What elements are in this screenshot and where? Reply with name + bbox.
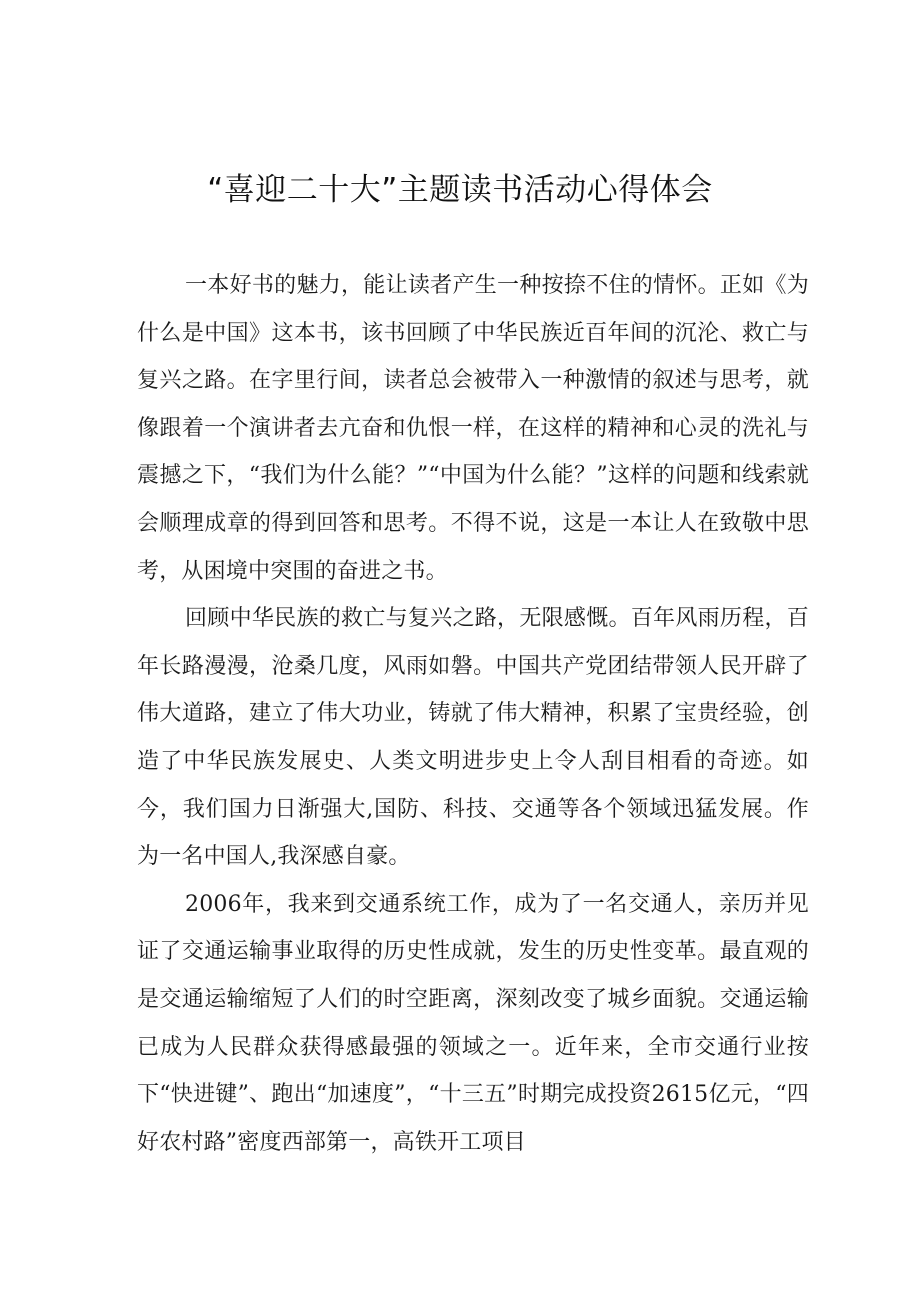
paragraph-3: 2006年，我来到交通系统工作，成为了一名交通人，亲历并见证了交通运输事业取得的历史性成就，发生的历史性变革。最直观的是交通运输缩短了人们的时空距离，深刻改变了城乡面貌。交通运输已成为人民群众获得感最强的领域之一。近年来，全市交通行业按下“快进键”、跑出“加速度”，“十三五”时期完成投资2615亿元，“四好农村路”密度西部第一，高铁开工项目 xyxy=(137,891,809,1155)
document-title: “喜迎二十大”主题读书活动心得体会 xyxy=(207,172,713,208)
paragraph-2: 回顾中华民族的救亡与复兴之路，无限感慨。百年风雨历程，百年长路漫漫，沧桑几度，风雨如磐。中国共产党团结带领人民开辟了伟大道路，建立了伟大功业，铸就了伟大精神，积累了宝贵经验，创造了中华民族发展史、人类文明进步史上令人刮目相看的奇迹。如今，我们国力日渐强大,国防、科技、交通等各个领域迅猛发展。作为一名中国人,我深感自豪。 xyxy=(137,606,809,870)
document-body xyxy=(137,262,809,1166)
paragraph-1: 一本好书的魅力，能让读者产生一种按捺不住的情怀。正如《为什么是中国》这本书，该书回顾了中华民族近百年间的沉沦、救亡与复兴之路。在字里行间，读者总会被带入一种激情的叙述与思考，就像跟着一个演讲者去亢奋和仇恨一样，在这样的精神和心灵的洗礼与震撼之下，“我们为什么能？”“中国为什么能？”这样的问题和线索就会顺理成章的得到回答和思考。不得不说，这是一本让人在致敬中思考，从困境中突围的奋进之书。 xyxy=(137,273,809,584)
